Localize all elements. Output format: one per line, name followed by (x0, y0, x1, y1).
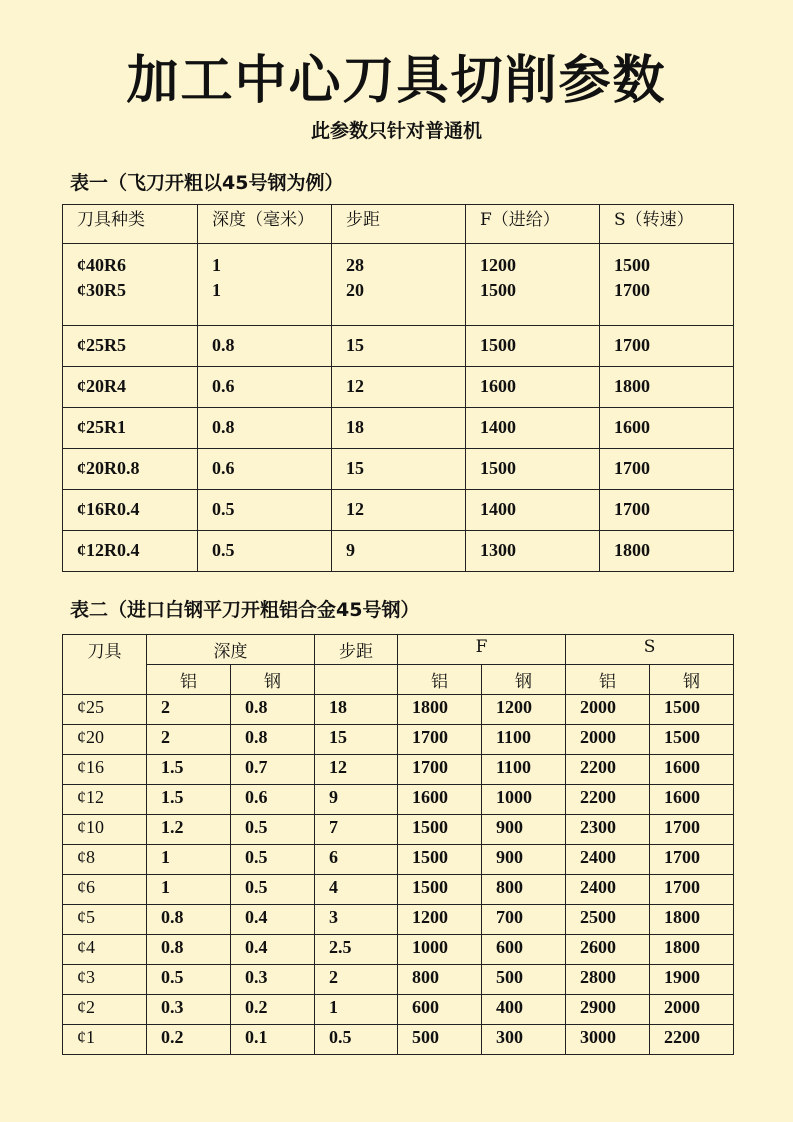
table-cell: ¢1 (63, 1025, 147, 1055)
table-cell: 1100 (482, 755, 566, 785)
table-cell: 500 (482, 965, 566, 995)
table-cell: ¢6 (63, 875, 147, 905)
table-cell: 2400 (566, 845, 650, 875)
table-cell: ¢16R0.4 (63, 490, 198, 531)
table-cell: 1400 (466, 408, 600, 449)
table-cell: 18 (315, 695, 398, 725)
table-row (63, 935, 734, 965)
table-cell: 2200 (650, 1025, 734, 1055)
table-row (63, 1025, 734, 1055)
table-row (63, 367, 734, 408)
table-cell: 0.6 (198, 367, 332, 408)
column-header: S（转速） (600, 205, 734, 244)
column-header: 步距 (315, 635, 398, 665)
table-cell: 1700 (650, 815, 734, 845)
table-cell: ¢4 (63, 935, 147, 965)
table-cell: ¢5 (63, 905, 147, 935)
page-subtitle: 此参数只针对普通机 (310, 120, 482, 142)
table-cell: 1500 (398, 815, 482, 845)
table-cell: 0.6 (198, 449, 332, 490)
table-row (63, 408, 734, 449)
table-cell: 1100 (482, 725, 566, 755)
table-cell: 9 (315, 785, 398, 815)
column-subheader (315, 665, 398, 695)
table1-caption: 表一（飞刀开粗以45号钢为例） (70, 172, 344, 194)
table-cell: 1 (147, 845, 231, 875)
table-header-row (63, 635, 734, 665)
column-header: 深度（毫米） (198, 205, 332, 244)
table-cell: 6 (315, 845, 398, 875)
table-cell: 12 (332, 490, 466, 531)
table-cell: 0.7 (231, 755, 315, 785)
table-cell: ¢20R0.8 (63, 449, 198, 490)
table-cell: ¢16 (63, 755, 147, 785)
table-cell: 0.2 (147, 1025, 231, 1055)
table-cell: 0.2 (231, 995, 315, 1025)
column-header: 深度 (147, 635, 315, 665)
table-cell: 0.1 (231, 1025, 315, 1055)
table-cell: 0.8 (147, 905, 231, 935)
table-cell: ¢12R0.4 (63, 531, 198, 572)
table-cell: 18 (332, 408, 466, 449)
table-cell: 3 (315, 905, 398, 935)
table-cell: ¢20 (63, 725, 147, 755)
table-cell: 1600 (650, 785, 734, 815)
table-row (63, 875, 734, 905)
table-cell: 0.8 (147, 935, 231, 965)
table-cell: 1000 (482, 785, 566, 815)
table-cell: 2.5 (315, 935, 398, 965)
column-subheader: 钢 (650, 665, 734, 695)
table-cell: 1700 (600, 326, 734, 367)
table-cell: 0.5 (231, 845, 315, 875)
table2-flat-cutter (62, 634, 734, 1055)
table-cell: 7 (315, 815, 398, 845)
table-cell: 2000 (566, 725, 650, 755)
table-cell: 500 (398, 1025, 482, 1055)
table-cell: 2500 (566, 905, 650, 935)
table-cell: 1600 (650, 755, 734, 785)
table-cell: 2400 (566, 875, 650, 905)
table-cell: 2 (147, 725, 231, 755)
table-cell: 0.4 (231, 935, 315, 965)
table-cell: 2 (315, 965, 398, 995)
table-cell: 1500 (398, 875, 482, 905)
table-cell: 2 (147, 695, 231, 725)
table-cell: 1200 (398, 905, 482, 935)
table2-caption: 表二（进口白钢平刀开粗铝合金45号钢） (70, 599, 420, 621)
column-subheader: 钢 (231, 665, 315, 695)
table-cell: 1600 (466, 367, 600, 408)
table-cell: ¢8 (63, 845, 147, 875)
table-cell: 1200 1500 (466, 244, 600, 326)
table-cell: 12 (315, 755, 398, 785)
table-cell: ¢25R5 (63, 326, 198, 367)
table-row (63, 785, 734, 815)
table-cell: 1700 (398, 755, 482, 785)
table-cell: 1500 (466, 326, 600, 367)
table-header-row (63, 205, 734, 244)
column-subheader: 铝 (398, 665, 482, 695)
table-cell: 1 1 (198, 244, 332, 326)
table-cell: 0.4 (231, 905, 315, 935)
table-cell: 1700 (398, 725, 482, 755)
table-cell: 15 (332, 326, 466, 367)
table-cell: 1.2 (147, 815, 231, 845)
table-row (63, 326, 734, 367)
table1-feed-speed (62, 204, 734, 572)
table-cell: 1.5 (147, 755, 231, 785)
table-cell: 1700 (600, 449, 734, 490)
table-cell: 2800 (566, 965, 650, 995)
table-cell: 3000 (566, 1025, 650, 1055)
table-cell: 1200 (482, 695, 566, 725)
table-cell: 2900 (566, 995, 650, 1025)
table-row (63, 531, 734, 572)
table-row (63, 449, 734, 490)
column-header: S (566, 635, 734, 665)
table-cell: ¢12 (63, 785, 147, 815)
table-cell: 1300 (466, 531, 600, 572)
table-cell: 0.8 (231, 695, 315, 725)
table-cell: 1500 (650, 695, 734, 725)
column-header: 刀具 (63, 635, 147, 695)
table-cell: 1 (147, 875, 231, 905)
column-subheader: 铝 (147, 665, 231, 695)
table-cell: 0.5 (147, 965, 231, 995)
table-cell: 2300 (566, 815, 650, 845)
table-cell: 1800 (650, 905, 734, 935)
page-title: 加工中心刀具切削参数 (126, 50, 667, 111)
table-row (63, 695, 734, 725)
table-cell: 700 (482, 905, 566, 935)
table-cell: ¢40R6 ¢30R5 (63, 244, 198, 326)
table-cell: 15 (315, 725, 398, 755)
table-row (63, 815, 734, 845)
table-cell: 800 (482, 875, 566, 905)
table-cell: 0.3 (231, 965, 315, 995)
table-cell: 4 (315, 875, 398, 905)
table-cell: 600 (398, 995, 482, 1025)
table-cell: ¢2 (63, 995, 147, 1025)
table-cell: 900 (482, 815, 566, 845)
table-cell: 0.8 (198, 408, 332, 449)
table-cell: 1800 (650, 935, 734, 965)
table-cell: ¢3 (63, 965, 147, 995)
table-cell: 1400 (466, 490, 600, 531)
table-cell: 0.6 (231, 785, 315, 815)
column-header: 步距 (332, 205, 466, 244)
table-cell: 0.5 (315, 1025, 398, 1055)
table-cell: 400 (482, 995, 566, 1025)
table-cell: 1500 1700 (600, 244, 734, 326)
column-header: F（进给） (466, 205, 600, 244)
table-cell: 1900 (650, 965, 734, 995)
table-cell: 800 (398, 965, 482, 995)
table-cell: 0.5 (198, 531, 332, 572)
table-cell: 0.8 (198, 326, 332, 367)
table-cell: ¢25 (63, 695, 147, 725)
table-cell: 0.8 (231, 725, 315, 755)
table-cell: ¢10 (63, 815, 147, 845)
table-cell: 2200 (566, 755, 650, 785)
table-row (63, 905, 734, 935)
table-cell: 1.5 (147, 785, 231, 815)
table-cell: 300 (482, 1025, 566, 1055)
table-cell: 1500 (466, 449, 600, 490)
table-cell: 0.5 (231, 875, 315, 905)
table-cell: 0.5 (231, 815, 315, 845)
table-cell: 15 (332, 449, 466, 490)
table-cell: 1800 (600, 367, 734, 408)
table-cell: 1000 (398, 935, 482, 965)
column-header: 刀具种类 (63, 205, 198, 244)
table-cell: 1500 (398, 845, 482, 875)
table-cell: 28 20 (332, 244, 466, 326)
column-subheader: 铝 (566, 665, 650, 695)
table-cell: 0.5 (198, 490, 332, 531)
table-cell: 0.3 (147, 995, 231, 1025)
table-cell: 1700 (650, 845, 734, 875)
table-cell: 900 (482, 845, 566, 875)
table-row (63, 845, 734, 875)
table-row (63, 755, 734, 785)
table-cell: 12 (332, 367, 466, 408)
table-cell: ¢25R1 (63, 408, 198, 449)
table-cell: 600 (482, 935, 566, 965)
table-cell: 1800 (600, 531, 734, 572)
table-cell: 2000 (650, 995, 734, 1025)
table-row (63, 965, 734, 995)
table-cell: 1 (315, 995, 398, 1025)
table-cell: 9 (332, 531, 466, 572)
table-cell: 1700 (650, 875, 734, 905)
table-cell: 1700 (600, 490, 734, 531)
table-row (63, 244, 734, 326)
table-cell: 2200 (566, 785, 650, 815)
table-row (63, 490, 734, 531)
table-cell: 2000 (566, 695, 650, 725)
table-cell: 1500 (650, 725, 734, 755)
column-header: F (398, 635, 566, 665)
table-cell: ¢20R4 (63, 367, 198, 408)
table-cell: 2600 (566, 935, 650, 965)
table-subheader-row (63, 665, 734, 695)
table-cell: 1600 (600, 408, 734, 449)
table-row (63, 725, 734, 755)
table-cell: 1600 (398, 785, 482, 815)
table-cell: 1800 (398, 695, 482, 725)
column-subheader: 钢 (482, 665, 566, 695)
table-row (63, 995, 734, 1025)
